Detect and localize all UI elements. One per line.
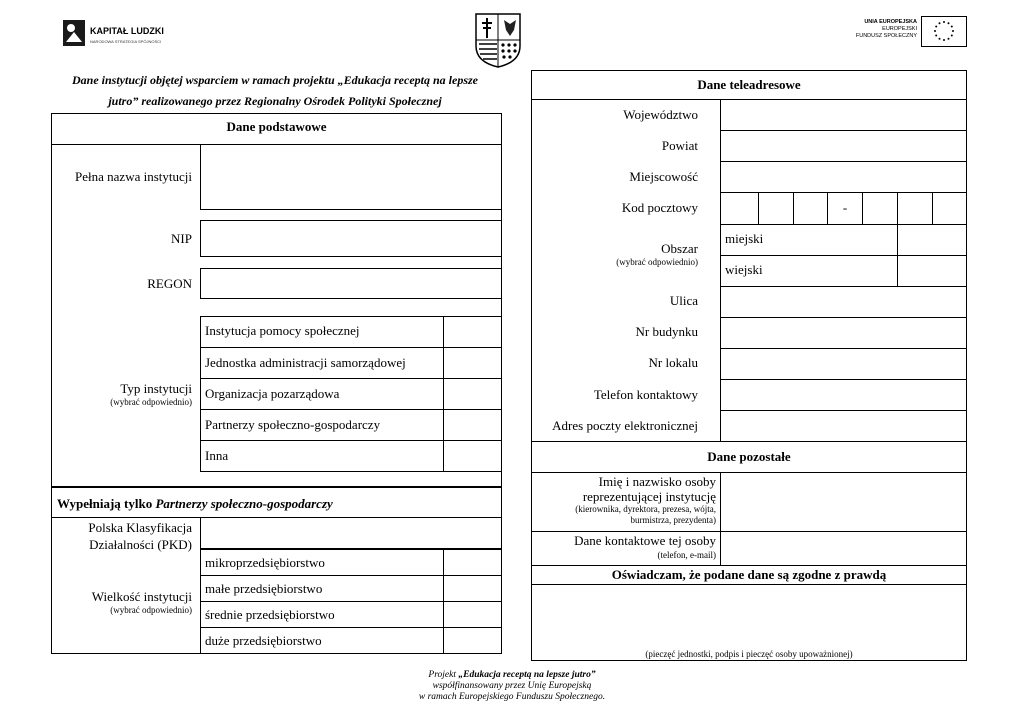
label-rep-hint-1: (kierownika, dyrektora, prezesa, wójta,	[575, 504, 716, 514]
label-type: Typ instytucji	[120, 381, 192, 396]
eu-line-1: UNIA EUROPEJSKA	[864, 19, 917, 25]
label-email: Adres poczty elektronicznej	[552, 418, 698, 433]
input-representative[interactable]	[721, 473, 966, 530]
label-phone: Telefon kontaktowy	[593, 387, 698, 402]
type-option-5: Inna	[205, 448, 229, 463]
footer-line-2: współfinansowany przez Unię Europejską	[432, 681, 592, 691]
type-option-1: Instytucja pomocy społecznej	[205, 323, 360, 338]
intro-line-2: jutro” realizowanego przez Regionalny Ośrodek Polityki Społecznej	[108, 94, 442, 108]
eu-flag-icon	[921, 16, 967, 47]
label-contact-hint: (telefon, e-mail)	[657, 550, 716, 560]
input-contact-person[interactable]	[721, 532, 966, 564]
footer-line-1	[362, 670, 662, 681]
label-size-hint: (wybrać odpowiednio)	[110, 605, 192, 615]
input-phone[interactable]	[721, 380, 966, 410]
kapital-ludzki-title: KAPITAŁ LUDZKI	[90, 26, 164, 36]
size-option-3: średnie przedsiębiorstwo	[205, 607, 335, 622]
label-pkd-1: Polska Klasyfikacja	[88, 520, 192, 535]
type-checkbox-3[interactable]	[444, 379, 501, 409]
label-pkd-2: Działalności (PKD)	[89, 537, 192, 552]
area-label-block	[531, 241, 698, 267]
label-street: Ulica	[669, 293, 698, 308]
label-county: Powiat	[661, 138, 698, 153]
kapital-ludzki-emblem-icon	[62, 18, 86, 48]
input-pkd[interactable]	[200, 517, 502, 549]
section-other-heading: Dane pozostałe	[707, 449, 791, 464]
input-street[interactable]	[721, 287, 966, 317]
label-contact-person: Dane kontaktowe tej osoby	[574, 533, 716, 548]
footer-project-name: „Edukacja receptą na lepsze jutro”	[458, 670, 596, 680]
label-full-name: Pełna nazwa instytucji	[75, 169, 192, 184]
size-option-1: mikroprzedsiębiorstwo	[205, 555, 325, 570]
input-building[interactable]	[721, 318, 966, 348]
size-option-4: duże przedsiębiorstwo	[205, 633, 322, 648]
label-type-hint: (wybrać odpowiednio)	[110, 397, 192, 407]
label-local: Nr lokalu	[648, 355, 698, 370]
input-voivodeship[interactable]	[721, 100, 966, 130]
label-voivodeship: Województwo	[623, 107, 698, 122]
size-checkbox-3[interactable]	[444, 602, 501, 627]
type-option-3: Organizacja pozarządowa	[205, 386, 340, 401]
eu-line-3: FUNDUSZ SPOŁECZNY	[855, 33, 917, 39]
size-label-block	[51, 589, 192, 615]
label-area: Obszar	[661, 241, 698, 256]
partners-prefix: Wypełniają tylko	[57, 496, 156, 511]
input-postal-1[interactable]	[721, 193, 758, 223]
label-rep-1: Imię i nazwisko osoby	[598, 474, 716, 489]
area-option-urban: miejski	[725, 231, 764, 246]
intro-line-1: Dane instytucji objętej wsparciem w ramach projektu „Edukacja receptą na lepsze	[72, 73, 478, 87]
coat-of-arms-icon	[474, 12, 522, 68]
postal-dash: -	[842, 200, 848, 215]
label-city: Miejscowość	[629, 169, 698, 184]
eu-logo-text	[820, 19, 917, 40]
size-option-2: małe przedsiębiorstwo	[205, 581, 323, 596]
declaration: Oświadczam, że podane dane są zgodne z prawdą	[611, 567, 887, 582]
type-checkbox-1[interactable]	[444, 317, 501, 347]
intro-text	[40, 70, 510, 112]
input-county[interactable]	[721, 131, 966, 161]
kapital-ludzki-subtitle: NARODOWA STRATEGIA SPÓJNOŚCI	[90, 39, 162, 44]
label-postal: Kod pocztowy	[621, 200, 698, 215]
footer	[362, 670, 662, 703]
label-size: Wielkość instytucji	[91, 589, 192, 604]
input-regon[interactable]	[200, 268, 502, 299]
input-postal-4[interactable]	[898, 193, 932, 223]
footer-line-3: w ramach Europejskiego Funduszu Społecznego.	[418, 692, 606, 702]
label-nip: NIP	[171, 231, 192, 246]
input-city[interactable]	[721, 162, 966, 192]
input-email[interactable]	[721, 411, 966, 441]
checkbox-urban[interactable]	[898, 225, 966, 255]
checkbox-rural[interactable]	[898, 256, 966, 286]
type-option-4: Partnerzy społeczno-gospodarczy	[205, 417, 381, 432]
label-area-hint: (wybrać odpowiednio)	[616, 257, 698, 267]
section-contact-heading: Dane teleadresowe	[697, 77, 801, 92]
label-rep-hint-2: burmistrza, prezydenta)	[630, 515, 716, 525]
input-postal-3[interactable]	[863, 193, 897, 223]
size-checkbox-4[interactable]	[444, 628, 501, 653]
type-option-2: Jednostka administracji samorządowej	[205, 355, 406, 370]
size-checkbox-1[interactable]	[444, 550, 501, 575]
eu-line-2: EUROPEJSKI	[882, 26, 917, 32]
section-basic-heading: Dane podstawowe	[226, 119, 327, 134]
pkd-label-block	[51, 519, 192, 553]
stamp-caption: (pieczęć jednostki, podpis i pieczęć osoby upoważnionej)	[645, 649, 853, 659]
partners-em: Partnerzy społeczno-gospodarczy	[155, 496, 333, 511]
size-checkbox-2[interactable]	[444, 576, 501, 601]
input-full-name[interactable]	[200, 144, 502, 210]
type-checkbox-5[interactable]	[444, 441, 501, 471]
input-local[interactable]	[721, 349, 966, 379]
kapital-ludzki-logo	[62, 18, 172, 50]
input-postal-5[interactable]	[933, 193, 966, 223]
input-nip[interactable]	[200, 220, 502, 257]
label-regon: REGON	[147, 276, 192, 291]
input-postal-2[interactable]	[759, 193, 793, 223]
type-label-block	[51, 381, 192, 407]
partners-heading	[57, 496, 333, 512]
contact-person-label-block	[531, 533, 716, 563]
type-checkbox-2[interactable]	[444, 348, 501, 378]
footer-line-1-prefix: Projekt	[428, 670, 459, 680]
label-building: Nr budynku	[635, 324, 698, 339]
label-rep-2: reprezentującej instytucję	[582, 489, 716, 504]
rep-label-block	[531, 474, 716, 526]
type-checkbox-4[interactable]	[444, 410, 501, 440]
area-option-rural: wiejski	[725, 262, 763, 277]
